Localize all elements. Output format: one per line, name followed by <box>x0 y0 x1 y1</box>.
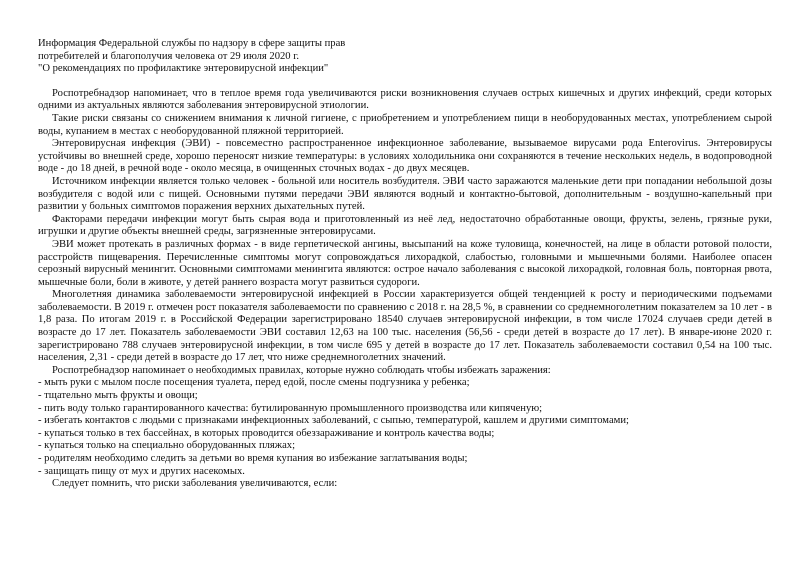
paragraph-risk-factors: Такие риски связаны со снижением внимания к личной гигиене, с приобретением и употреблением пищи в необорудованных местах, употреблением сырой воды, купанием в местах с необорудованной пляжной территорией. <box>38 112 772 137</box>
header-line-2: потребителей и благополучия человека от 29 июля 2020 г. <box>38 50 300 62</box>
paragraph-source: Источником инфекции является только человек - больной или носитель возбудителя. ЭВИ часто заражаются маленькие дети при попадании небольшой дозы возбудителя с водой или с пищей. Основными путями передачи ЭВИ являются водный и контактно-бытовой, дополнительным - воздушно-капельный при развитии у больных симптомов поражения верхних дыхательных путей. <box>38 175 772 213</box>
list-item: - защищать пищу от мух и других насекомых. <box>38 465 245 477</box>
list-item: - купаться только на специально оборудованных пляжах; <box>38 440 296 452</box>
paragraph-definition: Энтеровирусная инфекция (ЭВИ) - повсеместно распространенное инфекционное заболевание, вызываемое вирусами рода Enterovirus. Энтеровирусы устойчивы во внешней среде, хорошо переносят низкие температуры: в условиях холодильника они сохраняются в течение нескольких недель, в водопроводной воде - до 18 дней, в речной воде - около месяца, в очищенных сточных водах - до двух месяцев. <box>38 138 772 175</box>
paragraph-statistics: Многолетняя динамика заболеваемости энтеровирусной инфекцией в России характеризуется общей тенденцией к росту и периодическими подъемами заболеваемости. В 2019 г. отмечен рост показателя заболеваемости по сравнению с 2018 г. на 28,5 %, в сравнении со среднемноголетним показателем за 10 лет - в 1,8 раза. По итогам 2019 г. в Российской Федерации зарегистрировано 18540 случаев энтеровирусной инфекции, в том числе 17024 случаев среди детей в возрасте до 17 лет. Показатель заболеваемости ЭВИ составил 12,63 на 100 тыс. населения (56,56 - среди детей в возрасте до 17 лет). В январе-июне 2020 г. зарегистрировано 788 случаев энтеровирусной инфекции, в том числе 695 у детей в возрасте до 17 лет. Показатель заболеваемости составил 0,54 на 100 тыс. населения, 2,31 - среди детей в возрасте до 17 лет, что ниже среднемноголетних значений. <box>38 289 772 364</box>
document-body <box>38 88 772 491</box>
document-header <box>38 38 772 76</box>
list-item: - купаться только в тех бассейнах, в которых проводится обеззараживание и контроль качества воды; <box>38 427 495 439</box>
list-item: - родителям необходимо следить за детьми во время купания во избежание заглатывания воды; <box>38 453 468 464</box>
list-item: - избегать контактов с людьми с признаками инфекционных заболеваний, с сыпью, температурой, кашлем и другими симптомами; <box>38 415 629 427</box>
header-line-3: "О рекомендациях по профилактике энтеровирусной инфекции" <box>38 63 329 75</box>
paragraph-rules-intro: Роспотребнадзор напоминает о необходимых правилах, которые нужно соблюдать чтобы избежать заражения: <box>52 364 551 376</box>
document-page <box>38 38 772 491</box>
list-item: - мыть руки с мылом после посещения туалета, перед едой, после смены подгузника у ребенка; <box>38 377 470 389</box>
paragraph-transmission: Факторами передачи инфекции могут быть сырая вода и приготовленный из неё лед, недостаточно обработанные овощи, фрукты, зелень, грязные руки, игрушки и другие объекты внешней среды, загрязненные энтеровирусами. <box>38 213 772 238</box>
list-item: - тщательно мыть фрукты и овощи; <box>38 390 198 402</box>
paragraph-closing: Следует помнить, что риски заболевания увеличиваются, если: <box>52 478 338 490</box>
paragraph-risks-intro: Роспотребнадзор напоминает, что в теплое время года увеличиваются риски возникновения случаев острых кишечных и других инфекций, среди которых одними из актуальных являются заболевания энтеровирусной этиологии. <box>38 87 772 112</box>
paragraph-forms: ЭВИ может протекать в различных формах - в виде герпетической ангины, высыпаний на коже туловища, конечностей, на лице в области ротовой полости, расстройств пищеварения. Перечисленные симптомы могут сопровождаться лихорадкой, слабостью, головными и мышечными болями. Наиболее опасен серозный вирусный менингит. Основными симптомами менингита являются: острое начало заболевания с высокой лихорадкой, головная боль, повторная рвота, мышечные боли, боли в животе, у детей раннего возраста могут развиться судороги. <box>38 238 772 288</box>
list-item: - пить воду только гарантированного качества: бутилированную промышленного производства или кипяченую; <box>38 402 543 414</box>
header-line-1: Информация Федеральной службы по надзору в сфере защиты прав <box>38 38 346 49</box>
rules-list <box>38 377 772 478</box>
